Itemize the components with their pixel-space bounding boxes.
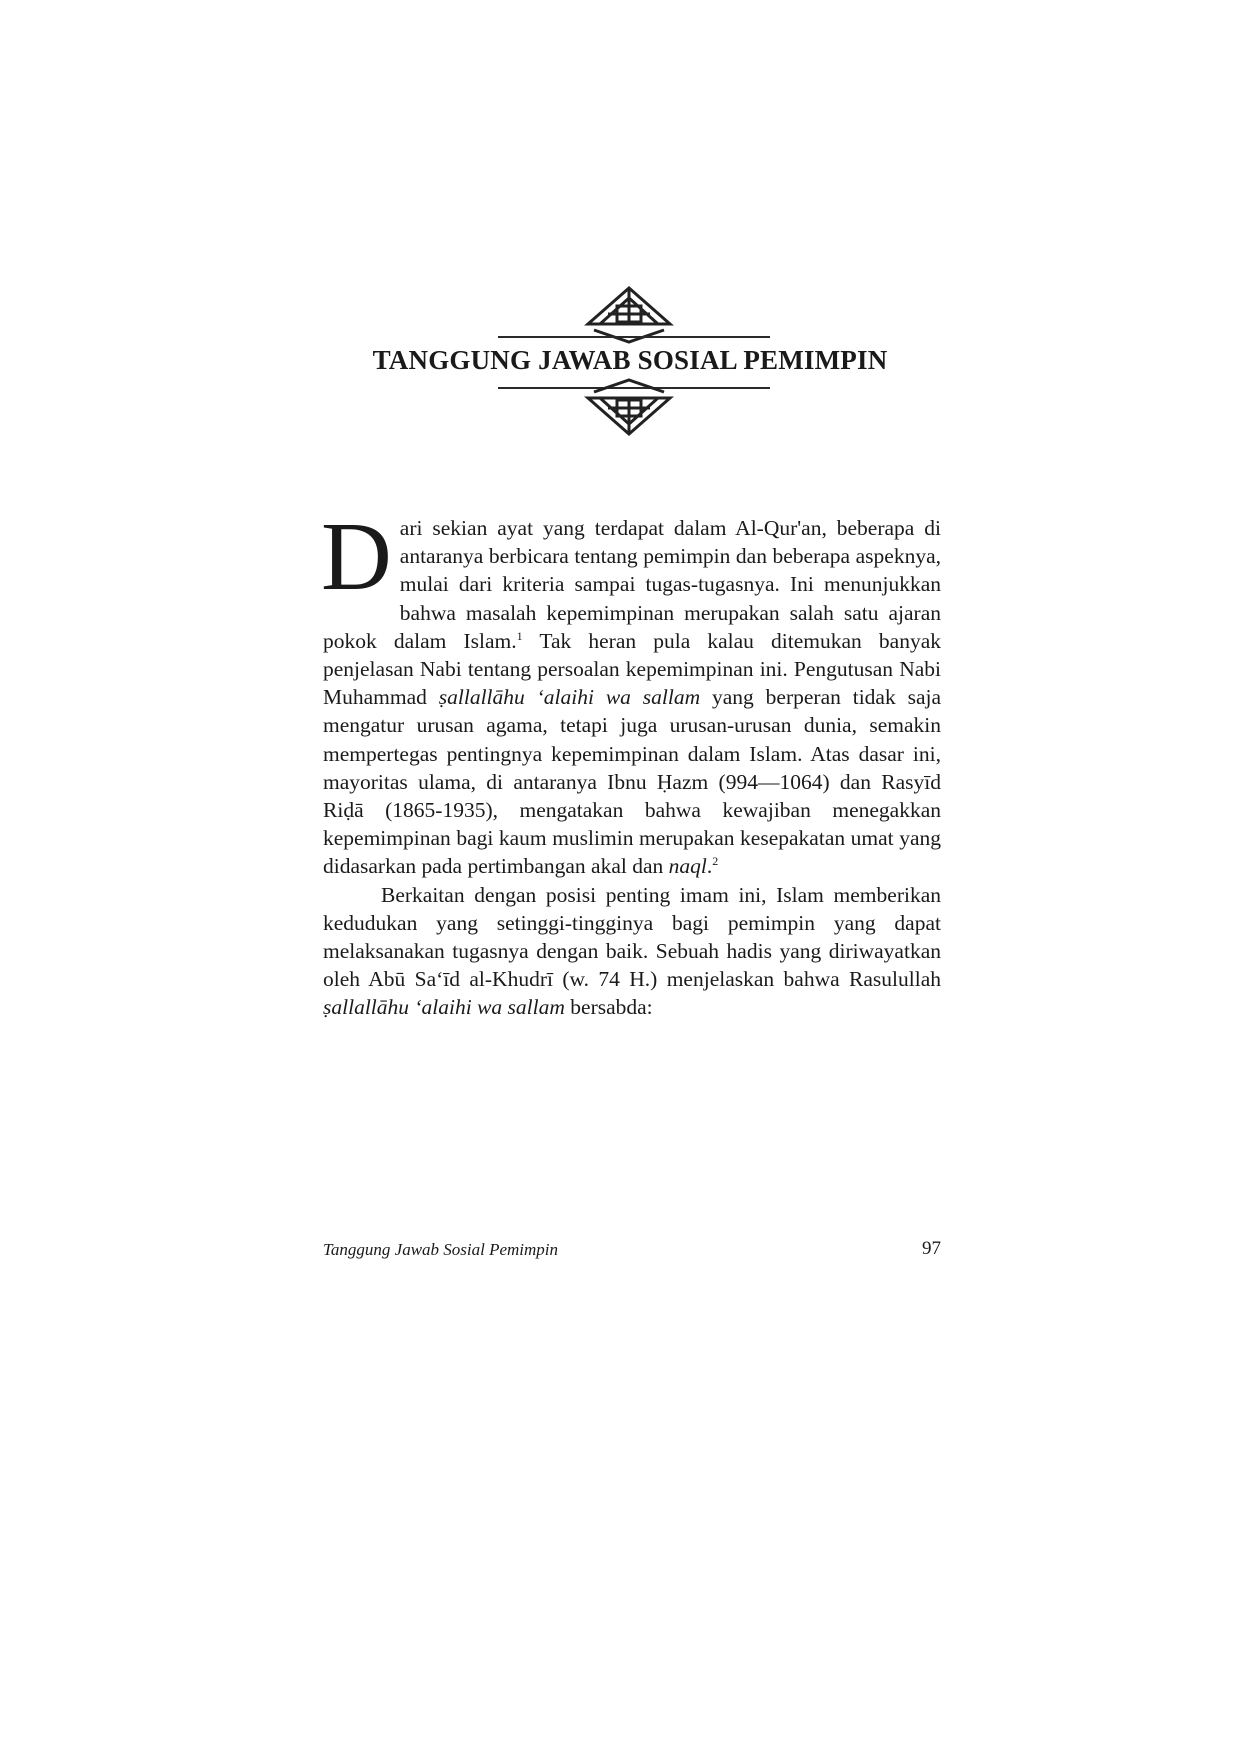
body-text — [321, 503, 941, 1022]
paragraph-2-text-1: Berkaitan dengan posisi penting imam ini, Islam memberikan kedudukan yang setinggi-tingginya bagi pemimpin yang dapat melaksanakan tugasnya dengan baik. Sebuah hadis yang diriwayatkan oleh Abū Sa‘īd al-Khudrī (w. 74 H.) menjelaskan bahwa Rasulullah — [323, 882, 941, 992]
geometric-ornament-bottom-icon — [584, 378, 674, 438]
paragraph-2-text-2: bersabda: — [564, 995, 653, 1020]
paragraph-1-text-1: ari sekian ayat yang terdapat dalam Al-Qur'an, beberapa di antaranya berbicara tentang pemimpin dan beberapa aspeknya, mulai dari kriteria sampai tugas-tugasnya. Ini menunjukkan bahwa masalah kepemimpinan merupakan salah satu ajaran pokok dalam Islam. — [323, 516, 941, 653]
title-rule-top — [498, 336, 770, 338]
drop-cap: D — [321, 503, 392, 611]
paragraph-1-text-3: yang berperan tidak saja mengatur urusan agama, tetapi juga urusan-urusan dunia, semakin mempertegas pentingnya kepemimpinan dalam Islam. Atas dasar ini, mayoritas ulama, di antaranya Ibnu Ḥazm (994—1064) dan Rasyīd Riḍā (1865-1935), mengatakan bahwa kewajiban menegakkan kepemimpinan bagi kaum muslimin merupakan kesepakatan umat yang didasarkan pada pertimbangan akal dan — [323, 685, 941, 879]
page-number: 97 — [922, 1238, 941, 1259]
footnote-ref-1[interactable]: 1 — [516, 628, 523, 643]
running-footer-title: Tanggung Jawab Sosial Pemimpin — [323, 1240, 559, 1259]
paragraph-1-text-2: Tak heran pula kalau ditemukan banyak penjelasan Nabi tentang persoalan kepemimpinan ini. Pengutusan Nabi Muhammad — [323, 628, 941, 710]
chapter-title — [300, 344, 960, 376]
term-naql: naql — [668, 854, 707, 879]
honorific-italic-1: ṣallallāhu ‘alaihi wa sallam — [438, 685, 701, 710]
geometric-ornament-top-icon — [584, 284, 674, 344]
footnote-ref-2[interactable]: 2 — [712, 854, 719, 869]
honorific-italic-2: ṣallallāhu ‘alaihi wa sallam — [323, 995, 565, 1020]
paragraph-2 — [323, 881, 941, 1022]
chapter-title-text: TANGGUNG JAWAB SOSIAL PEMIMPIN — [367, 345, 894, 375]
paragraph-1-text-4: . — [706, 854, 713, 879]
paragraph-1 — [321, 503, 941, 881]
